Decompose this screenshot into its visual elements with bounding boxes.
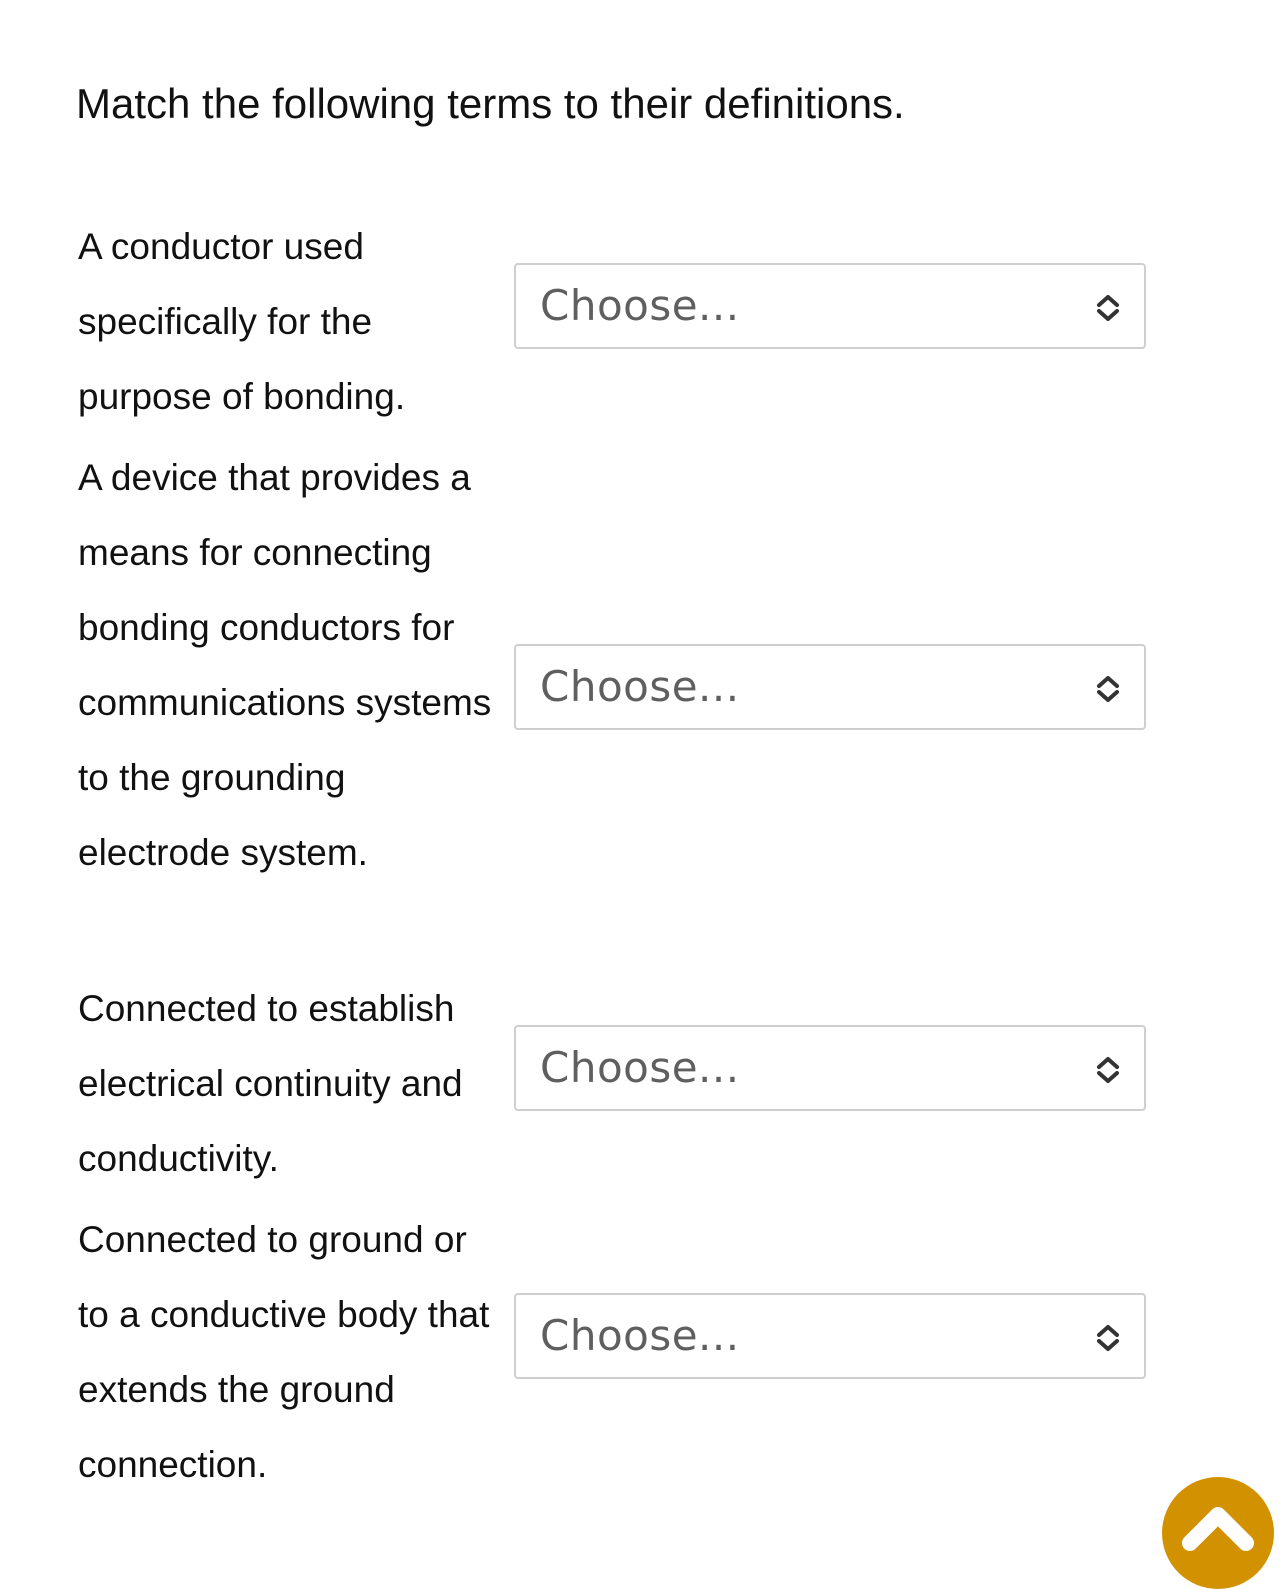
definition-text: Connected to establish electrical continuity and conductivity. bbox=[78, 988, 463, 1179]
chevron-up-icon bbox=[1178, 1497, 1258, 1557]
chevron-up-down-icon bbox=[1090, 290, 1126, 326]
chevron-up-down-icon bbox=[1090, 1052, 1126, 1088]
select-value: Choose... bbox=[540, 1311, 740, 1360]
answer-select[interactable] bbox=[514, 263, 1146, 349]
definition-text: A device that provides a means for connecting bonding conductors for communications systems to the grounding electrode system. bbox=[78, 457, 492, 873]
definition-text: A conductor used specifically for the purpose of bonding. bbox=[78, 226, 406, 417]
match-row bbox=[78, 440, 1150, 965]
match-row bbox=[78, 971, 1150, 1196]
chevron-up-down-icon bbox=[1090, 1320, 1126, 1356]
select-value: Choose... bbox=[540, 1043, 740, 1092]
select-value: Choose... bbox=[540, 281, 740, 330]
match-row bbox=[78, 1202, 1150, 1502]
answer-select[interactable] bbox=[514, 1025, 1146, 1111]
select-value: Choose... bbox=[540, 662, 740, 711]
answer-select[interactable] bbox=[514, 644, 1146, 730]
question-title: Match the following terms to their definitions. bbox=[76, 80, 905, 127]
chevron-up-down-icon bbox=[1090, 671, 1126, 707]
scroll-to-top-button[interactable] bbox=[1162, 1477, 1274, 1589]
definition-text: Connected to ground or to a conductive body that extends the ground connection. bbox=[78, 1219, 490, 1485]
match-row bbox=[78, 209, 1150, 434]
answer-select[interactable] bbox=[514, 1293, 1146, 1379]
